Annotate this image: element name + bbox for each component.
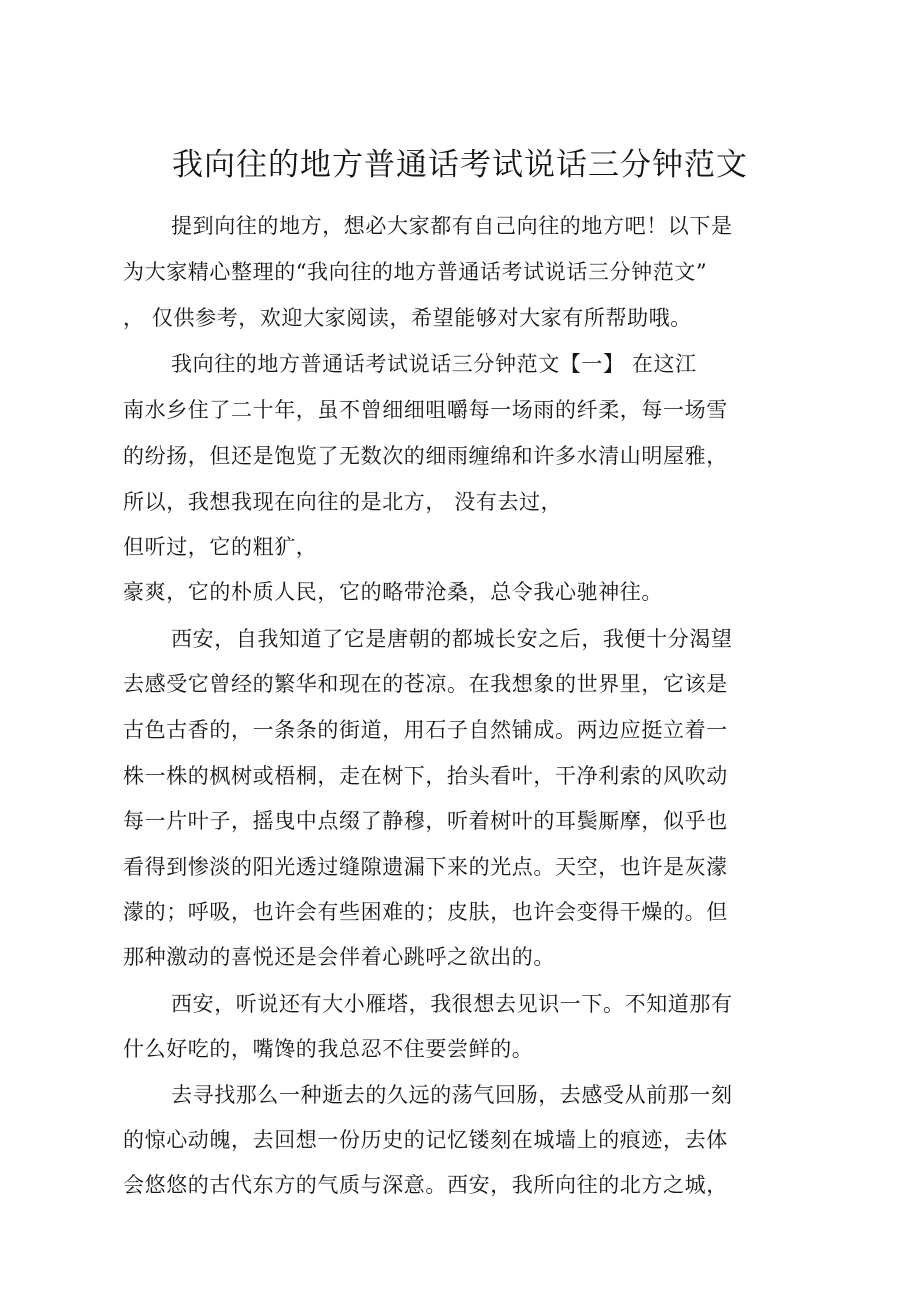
text-line: 会悠悠的古代东方的气质与深意。西安，我所向往的北方之城， — [123, 1173, 728, 1197]
text-line: 为大家精心整理的“我向往的地方普通话考试说话三分钟范文” — [123, 260, 708, 284]
text-line: 的惊心动魄，去回想一份历史的记忆镂刻在城墙上的痕迹，去体 — [123, 1128, 728, 1152]
text-line: 所以，我想我现在向往的是北方， 没有去过， — [123, 490, 563, 514]
text-line: 什么好吃的，嘴馋的我总忍不住要尝鲜的。 — [123, 1037, 534, 1061]
text-line: 去感受它曾经的繁华和现在的苍凉。在我想象的世界里，它该是 — [123, 672, 728, 696]
document-title: 我向往的地方普通话考试说话三分钟范文 — [172, 147, 748, 183]
text-line: 古色古香的，一条条的街道，用石子自然铺成。两边应挺立着一 — [123, 718, 728, 742]
text-line: 我向往的地方普通话考试说话三分钟范文【一】 在这江 — [171, 352, 697, 376]
text-line: 西安，自我知道了它是唐朝的都城长安之后，我便十分渴望 — [171, 627, 733, 651]
text-line: 但听过，它的粗犷， — [123, 535, 318, 559]
text-line: 濛的；呼吸，也许会有些困难的；皮肤，也许会变得干燥的。但 — [123, 900, 728, 924]
text-line: 株一株的枫树或梧桐，走在树下，抬头看叶，干净利索的风吹动 — [123, 764, 728, 788]
text-line: 的纷扬，但还是饱览了无数次的细雨缠绵和许多水清山明屋雅， — [123, 444, 728, 468]
text-line: 豪爽，它的朴质人民，它的略带沧桑，总令我心驰神往。 — [123, 580, 663, 604]
text-line: ， 仅供参考，欢迎大家阅读，希望能够对大家有所帮助哦。 — [123, 306, 692, 330]
text-line: 西安，听说还有大小雁塔，我很想去见识一下。不知道那有 — [171, 992, 733, 1016]
text-line: 那种激动的喜悦还是会伴着心跳呼之欲出的。 — [123, 945, 555, 969]
text-line: 南水乡住了二十年，虽不曾细细咀嚼每一场雨的纤柔，每一场雪 — [123, 398, 728, 422]
text-line: 每一片叶子，摇曳中点缀了静穆，听着树叶的耳鬓厮摩，似乎也 — [123, 809, 728, 833]
text-line: 去寻找那么一种逝去的久远的荡气回肠，去感受从前那一刻 — [171, 1083, 733, 1107]
text-line: 提到向往的地方，想必大家都有自己向往的地方吧！以下是 — [171, 214, 733, 238]
text-line: 看得到惨淡的阳光透过缝隙遗漏下来的光点。天空，也许是灰濛 — [123, 855, 728, 879]
